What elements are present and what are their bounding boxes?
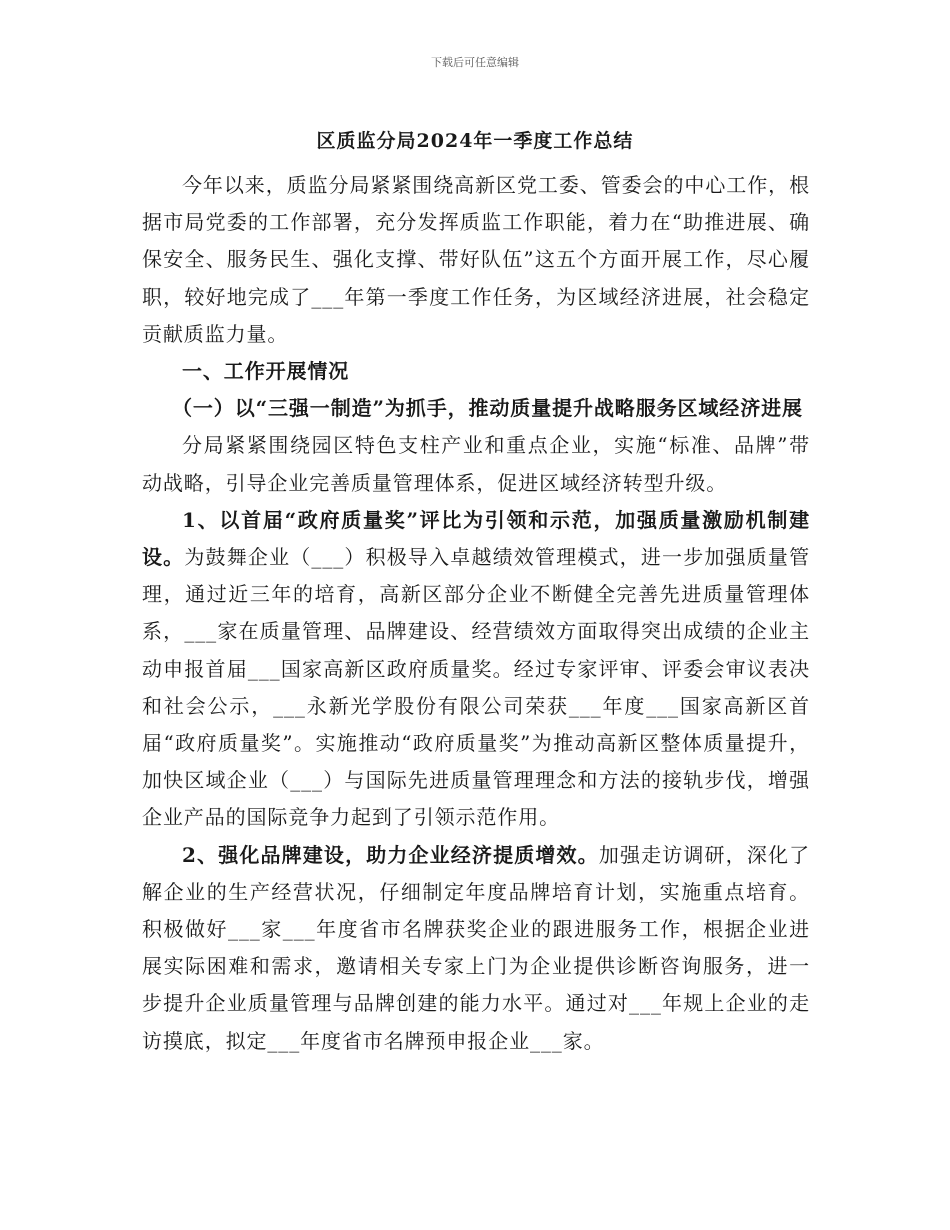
document-title: 区质监分局2024年一季度工作总结: [316, 130, 634, 152]
item-2-lead: 2、强化品牌建设，助力企业经济提质增效。: [182, 842, 599, 867]
subsection-heading: （一）以“三强一制造”为抓手，推动质量提升战略服务区域经济进展: [172, 396, 803, 421]
item-1-paragraph: [142, 502, 810, 837]
header-note: 下载后可任意编辑: [431, 56, 519, 69]
subsection-paragraph: 分局紧紧围绕园区特色支柱产业和重点企业，实施“标准、品牌”带动战略，引导企业完善质量管理体系，促进区域经济转型升级。: [142, 433, 810, 495]
section-heading: 一、工作开展情况: [182, 359, 350, 384]
item-2-body: 加强走访调研，深化了解企业的生产经营状况，仔细制定年度品牌培育计划，实施重点培育。积极做好___家___年度省市名牌获奖企业的跟进服务工作，根据企业进展实际困难和需求，邀请相关专家上门为企业提供诊断咨询服务，进一步提升企业质量管理与品牌创建的能力水平。通过对___年规上企业的走访摸底，拟定___年度省市名牌预申报企业___家。: [142, 842, 811, 1053]
intro-paragraph: 今年以来，质监分局紧紧围绕高新区党工委、管委会的中心工作，根据市局党委的工作部署，充分发挥质监工作职能，着力在“助推进展、确保安全、服务民生、强化支撑、带好队伍”这五个方面开展工作，尽心履职，较好地完成了___年第一季度工作任务，为区域经济进展，社会稳定贡献质监力量。: [142, 173, 810, 346]
item-1-lead: 1、以首届“政府质量奖”评比为引领和示范，加强质量激励机制建设。: [142, 507, 810, 570]
item-1-body: 为鼓舞企业（___）积极导入卓越绩效管理模式，进一步加强质量管理，通过近三年的培育，高新区部分企业不断健全完善先进质量管理体系，___家在质量管理、品牌建设、经营绩效方面取得突出成绩的企业主动申报首届___国家高新区政府质量奖。经过专家评审、评委会审议表决和社会公示，___永新光学股份有限公司荣获___年度___国家高新区首届“政府质量奖”。实施推动“政府质量奖”为推动高新区整体质量提升，加快区域企业（___）与国际先进质量管理理念和方法的接轨步伐，增强企业产品的国际竞争力起到了引领示范作用。: [142, 545, 810, 830]
document-body: [142, 167, 810, 1060]
item-2-paragraph: [142, 837, 810, 1060]
